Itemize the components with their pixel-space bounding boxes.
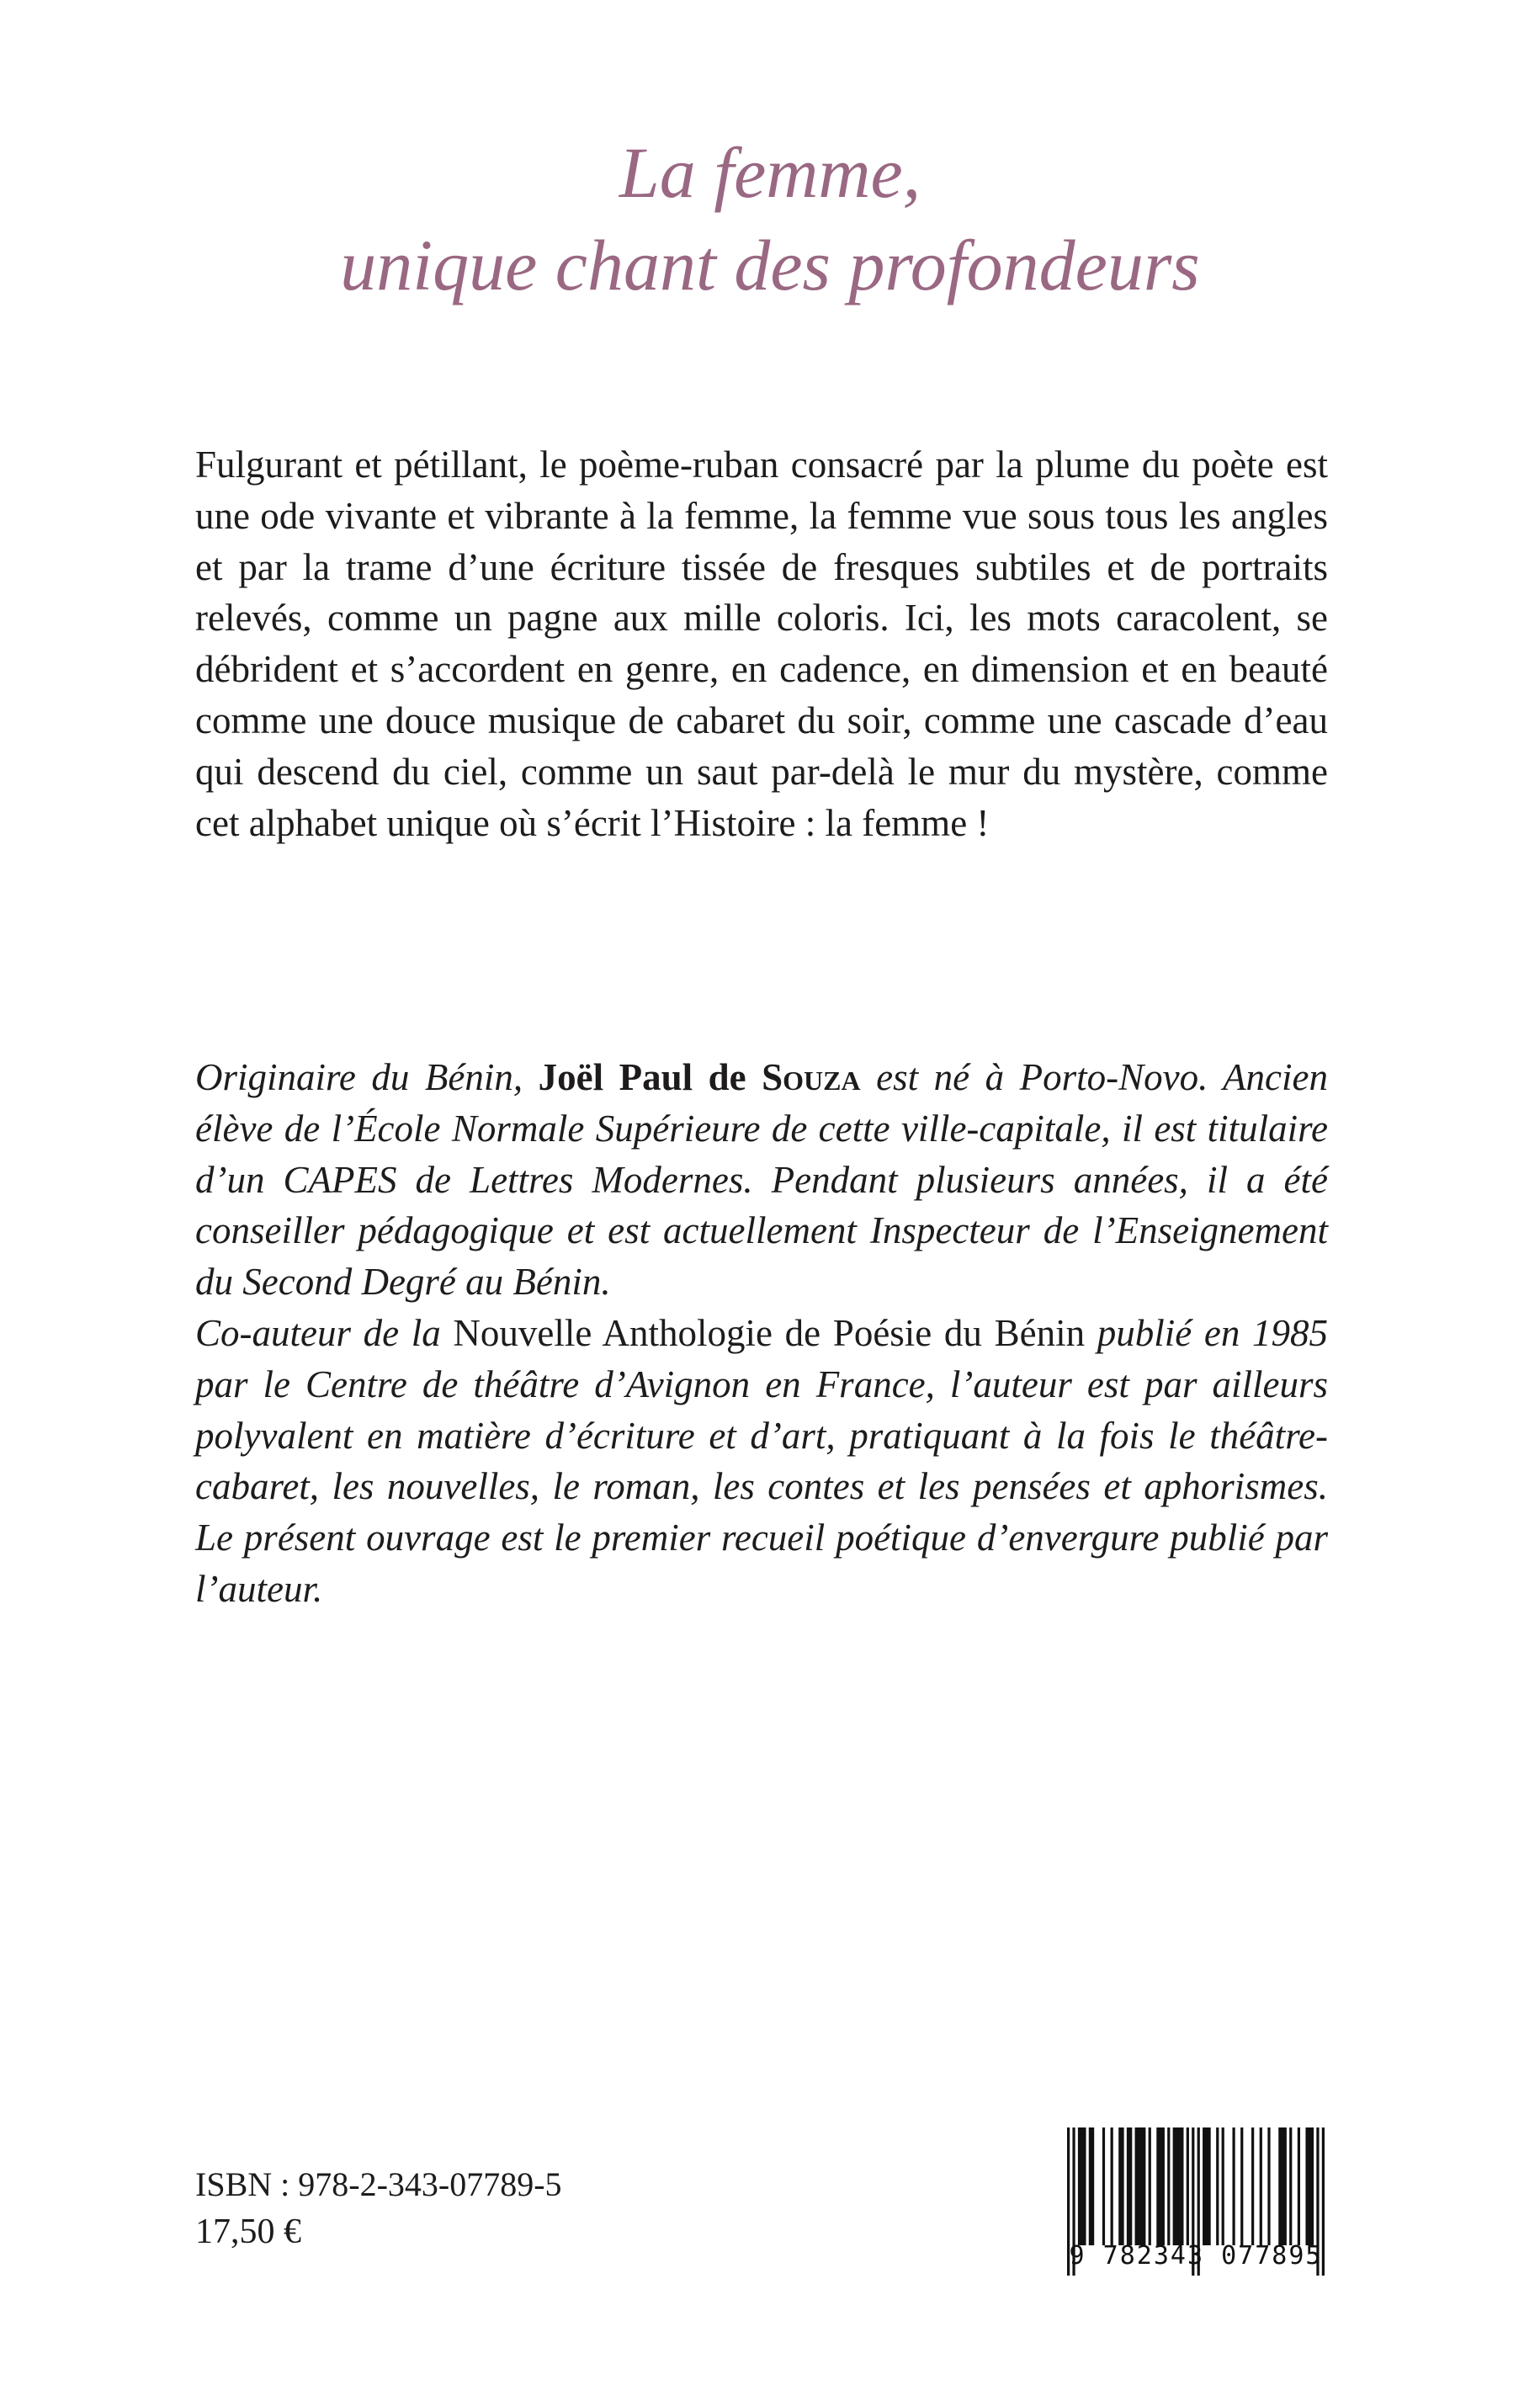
barcode-digits: 9 782343 077895 (1069, 2241, 1323, 2271)
anthology-title: Nouvelle Anthologie de Poésie du Bénin (453, 1311, 1086, 1354)
book-title-line-1: La femme, (619, 132, 921, 213)
book-title (0, 126, 1540, 311)
barcode-bar (1251, 2127, 1254, 2245)
barcode-bar (1127, 2127, 1132, 2245)
book-title-line-2: unique chant des profondeurs (340, 225, 1200, 305)
barcode-bar (1216, 2127, 1219, 2245)
bio-career-text: est né à Porto-Novo. Ancien élève de l’École Normale Supérieure de cette ville-capitale, il est titulaire d’un CAPES de Lettres Modernes. Pendant plusieurs années, il a été conseiller pédagogique et est actuellement Inspecteur de l’Enseignement du Second Degré au Bénin. (195, 1056, 1329, 1304)
barcode-bar (1222, 2127, 1224, 2245)
barcode-bar (1305, 2127, 1314, 2245)
barcode-bar (1167, 2127, 1170, 2245)
isbn-label: ISBN : 978-2-343-07789-5 (195, 2165, 562, 2203)
bio-intro-text: Originaire du Bénin, (195, 1056, 539, 1098)
barcode-bar (1173, 2127, 1184, 2245)
barcode-bar (1089, 2127, 1094, 2245)
author-bio-paragraph-1 (195, 1052, 1328, 1308)
barcode-bar (1156, 2127, 1165, 2245)
barcode-bar (1111, 2127, 1113, 2245)
barcode-bar (1232, 2127, 1235, 2245)
book-blurb: Fulgurant et pétillant, le poème-ruban consacré par la plume du poète est une ode vivante et vibrante à la femme, la femme vue sous tous les angles et par la trame d’une écriture tissée de fresques subtiles et de portraits relevés, comme un pagne aux mille coloris. Ici, les mots caracolent, se débrident et s’accordent en genre, en cadence, en dimension et en beauté comme une douce musique de cabaret du soir, comme une cascade d’eau qui descend du ciel, comme un saut par-delà le mur du mystère, comme cet alphabet unique où s’écrit l’Histoire : la femme ! (195, 444, 1328, 844)
bio-coauthor-text: Co-auteur de la (195, 1311, 454, 1354)
barcode-bar (1149, 2127, 1151, 2245)
author-bio-paragraph-2 (195, 1308, 1328, 1615)
barcode-bar (1289, 2127, 1292, 2245)
barcode-bar (1267, 2127, 1270, 2245)
barcode-bar (1102, 2127, 1105, 2245)
author-name: Joël Paul de Souza (538, 1056, 861, 1098)
barcode-bar (1278, 2127, 1287, 2245)
barcode-bar (1118, 2127, 1123, 2245)
bio-works-text: publié en 1985 par le Centre de théâtre d’Avignon en France, l’auteur est par ailleurs polyvalent en matière d’écriture et d’art, pratiquant à la fois le théâtre-cabaret, les nouvelles, le roman, les contes et les pensées et aphorismes. Le présent ouvrage est le premier recueil poétique d’envergure publié par l’auteur. (195, 1311, 1328, 1610)
barcode-bar (1203, 2127, 1211, 2245)
barcode-bar (1078, 2127, 1086, 2245)
barcode-bar (1135, 2127, 1146, 2245)
barcode-bar (1240, 2127, 1243, 2245)
barcode-bar (1298, 2127, 1300, 2245)
price-label: 17,50 € (195, 2212, 301, 2251)
barcode-bar (1187, 2127, 1189, 2245)
author-surname: Souza (762, 1056, 861, 1098)
barcode-bar (1260, 2127, 1262, 2245)
author-bio (195, 1052, 1328, 1615)
